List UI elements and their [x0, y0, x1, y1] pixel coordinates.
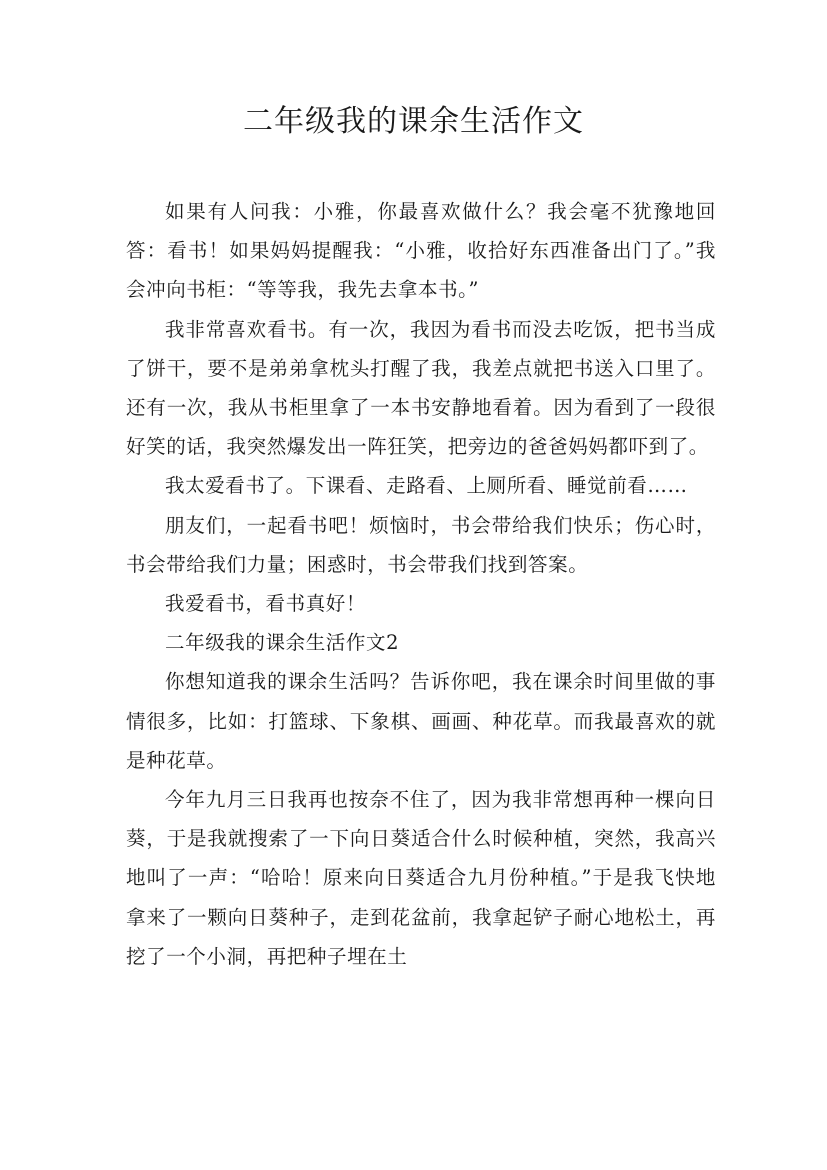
paragraph-4: 朋友们，一起看书吧！烦恼时，书会带给我们快乐；伤心时，书会带给我们力量；困惑时，书会带我们找到答案。 — [126, 513, 716, 576]
paragraph-6: 你想知道我的课余生活吗？告诉你吧，我在课余时间里做的事情很多，比如：打篮球、下象棋、画画、种花草。而我最喜欢的就是种花草。 — [126, 670, 716, 772]
paragraph-7: 今年九月三日我再也按奈不住了，因为我非常想再种一棵向日葵，于是我就搜索了一下向日葵适合什么时候种植，突然，我高兴地叫了一声：“哈哈！原来向日葵适合九月份种植。”于是我飞快地拿来了一颗向日葵种子，走到花盆前，我拿起铲子耐心地松土，再挖了一个小洞，再把种子埋在土 — [126, 788, 716, 968]
section-heading-2: 二年级我的课余生活作文2 — [165, 631, 400, 655]
paragraph-2: 我非常喜欢看书。有一次，我因为看书而没去吃饭，把书当成了饼干，要不是弟弟拿枕头打醒了我，我差点就把书送入口里了。还有一次，我从书柜里拿了一本书安静地看着。因为看到了一段很好笑的话，我突然爆发出一阵狂笑，把旁边的爸爸妈妈都吓到了。 — [126, 317, 716, 459]
paragraph-5: 我爱看书，看书真好！ — [165, 592, 367, 616]
paragraph-1: 如果有人问我：小雅，你最喜欢做什么？我会毫不犹豫地回答：看书！如果妈妈提醒我：“小雅，收拾好东西准备出门了。”我会冲向书柜：“等等我，我先去拿本书。” — [126, 200, 716, 302]
document-body — [126, 192, 716, 976]
paragraph-3: 我太爱看书了。下课看、走路看、上厕所看、睡觉前看…… — [165, 474, 688, 498]
document-title: 二年级我的课余生活作文 — [243, 104, 584, 139]
